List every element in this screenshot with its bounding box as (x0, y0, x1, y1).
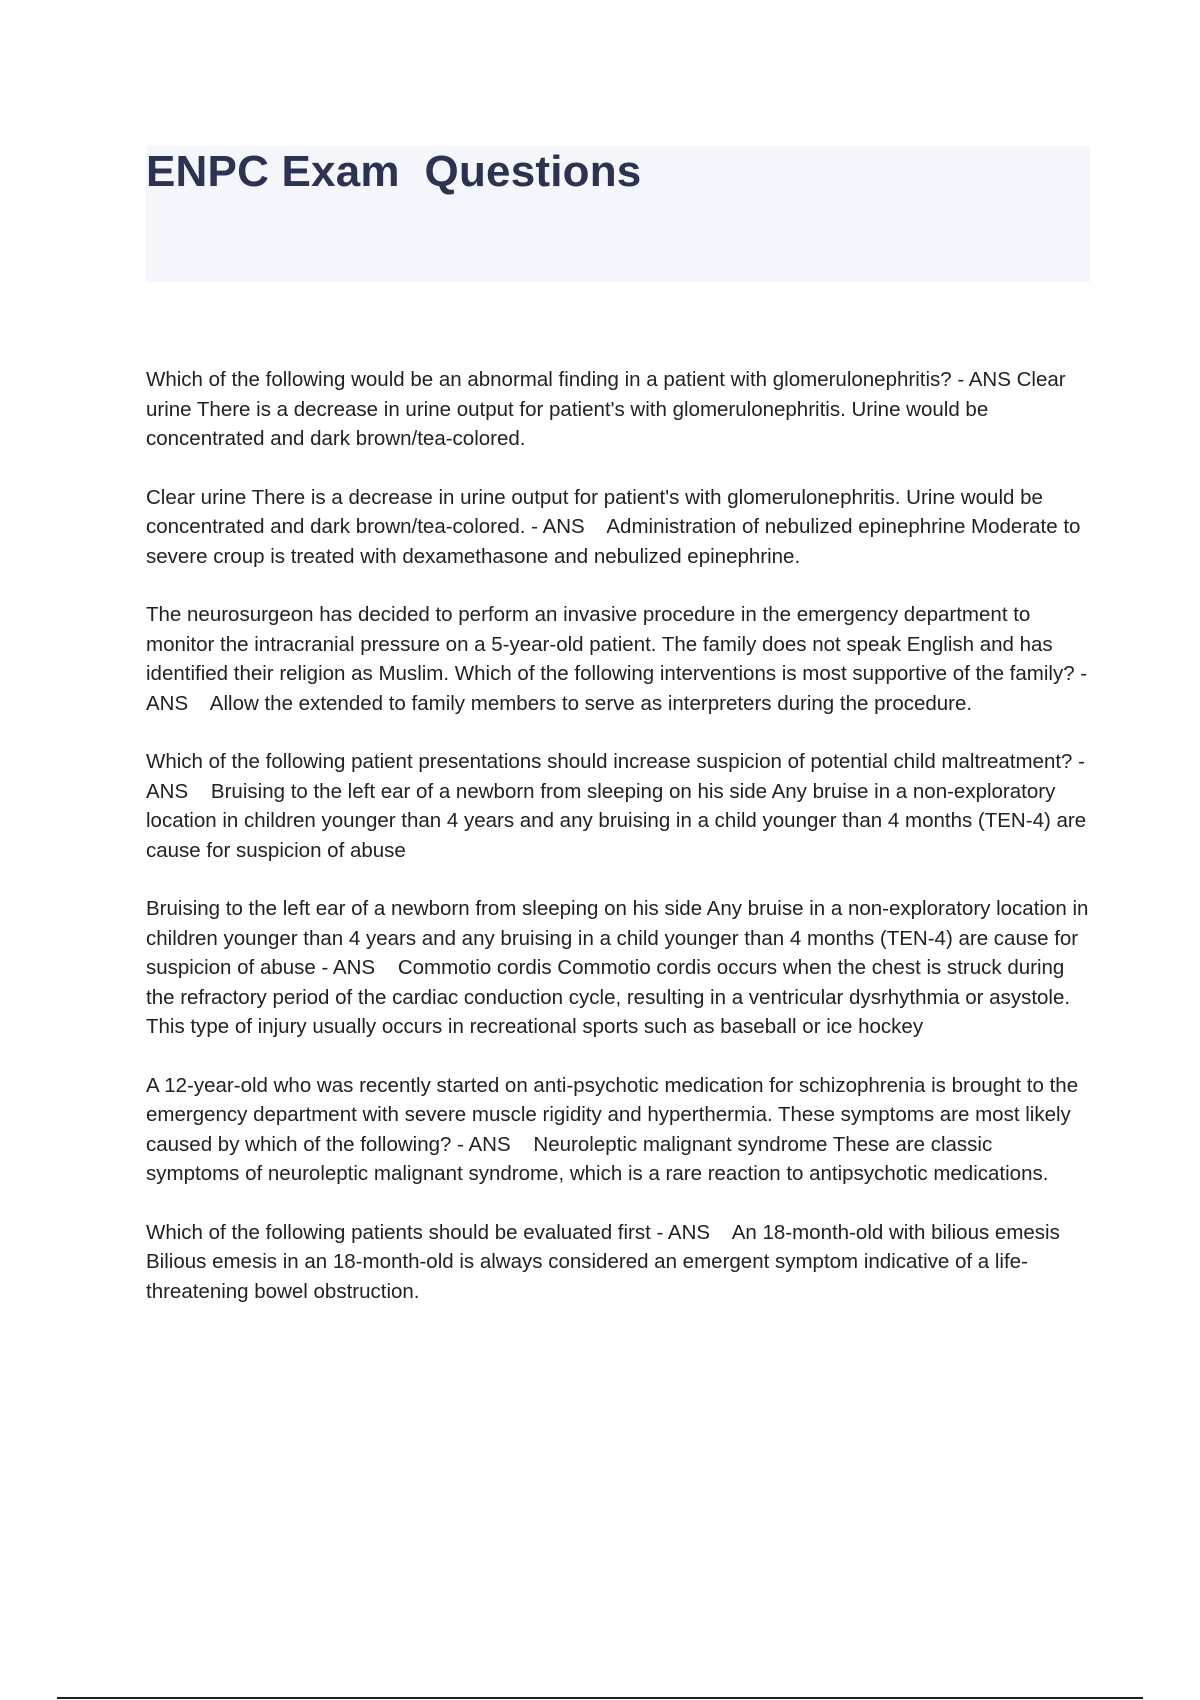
page-bottom-rule (57, 1697, 1143, 1699)
qa-entry: The neurosurgeon has decided to perform an invasive procedure in the emergency department to monitor the intracranial pressure on a 5-year-old patient. The family does not speak English and has identified their religion as Muslim. Which of the following interventions is most supportive of the family? - ANS Allow the extended to family members to serve as interpreters during the procedure. (146, 603, 1092, 715)
qa-entry: Bruising to the left ear of a newborn from sleeping on his side Any bruise in a non-exploratory location in children younger than 4 years and any bruising in a child younger than 4 months (TEN-4) are cause for suspicion of abuse - ANS Commotio cordis Commotio cordis occurs when the chest is struck during the refractory period of the cardiac conduction cycle, resulting in a ventricular dysrhythmia or asystole. This type of injury usually occurs in recreational sports such as baseball or ice hockey (146, 897, 1095, 1038)
qa-entry: A 12-year-old who was recently started on anti-psychotic medication for schizophrenia is brought to the emergency department with severe muscle rigidity and hyperthermia. These symptoms are most likely caused by which of the following? - ANS Neuroleptic malignant syndrome These are classic symptoms of neuroleptic malignant syndrome, which is a rare reaction to antipsychotic medications. (146, 1073, 1084, 1185)
qa-entry: Which of the following would be an abnormal finding in a patient with glomerulonephritis? - ANS Clear urine There is a decrease in urine output for patient's with glomerulonephritis. Urine would be concentrated and dark brown/tea-colored. (146, 368, 1072, 450)
page-title: ENPC Exam Questions (146, 147, 642, 196)
qa-entry: Which of the following patients should be evaluated first - ANS An 18-month-old with bilious emesis Bilious emesis in an 18-month-old is always considered an emergent symptom indicative of a life-threatening bowel obstruction. (146, 1220, 1066, 1303)
qa-entry: Clear urine There is a decrease in urine output for patient's with glomerulonephritis. Urine would be concentrated and dark brown/tea-colored. - ANS Administration of nebulized epinephrine Moderate to severe croup is treated with dexamethasone and nebulized epinephrine. (146, 485, 1087, 568)
title-banner (146, 146, 1090, 282)
qa-list (146, 365, 1095, 1335)
qa-entry: Which of the following patient presentations should increase suspicion of potential child maltreatment? - ANS Bruising to the left ear of a newborn from sleeping on his side Any bruise in a non-exploratory location in children younger than 4 years and any bruising in a child younger than 4 months (TEN-4) are cause for suspicion of abuse (146, 750, 1092, 862)
